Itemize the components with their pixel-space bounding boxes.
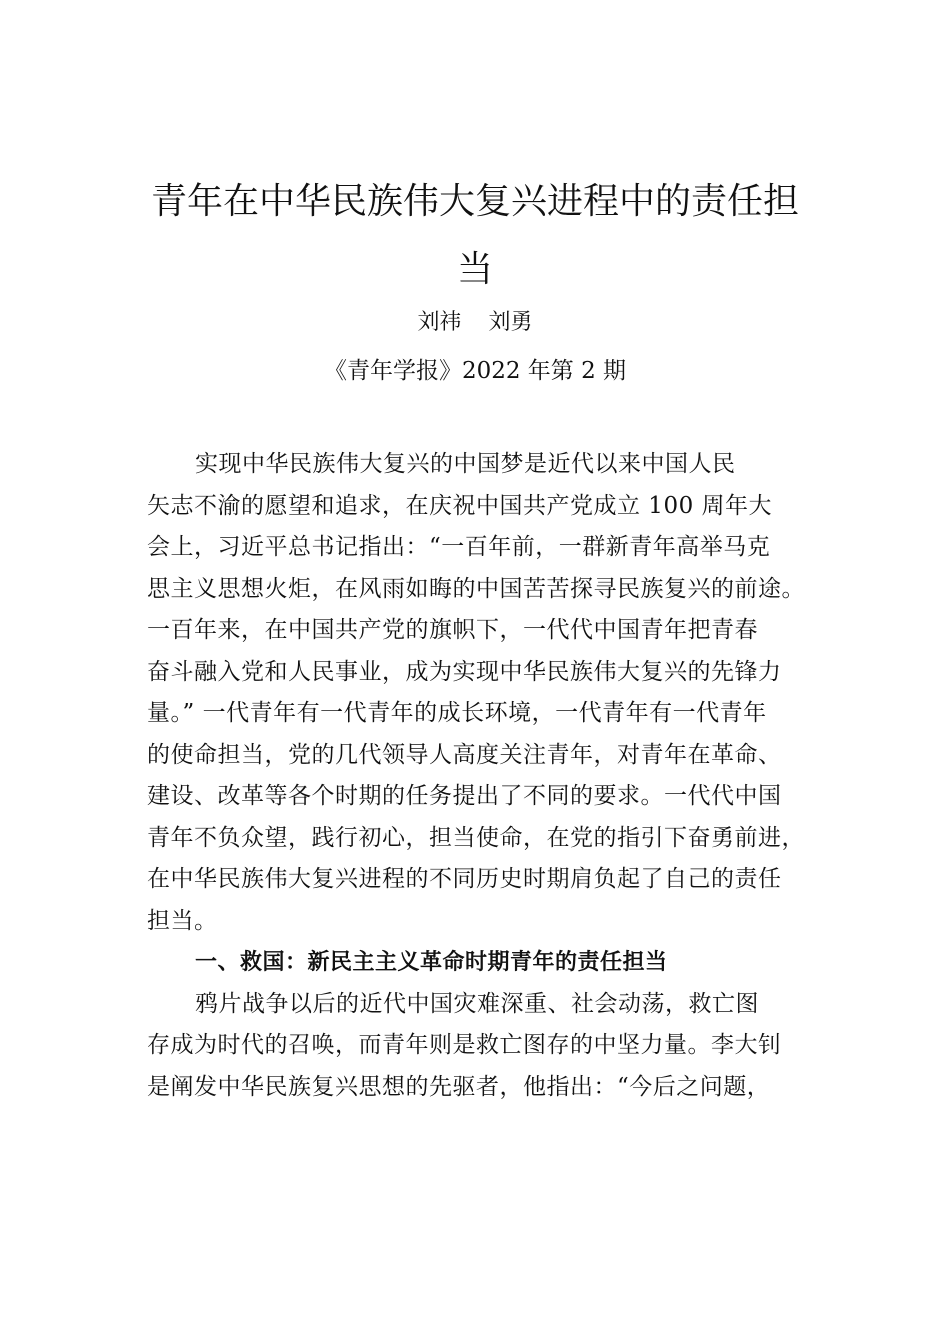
text-line: 一百年来，在中国共产党的旗帜下，一代代中国青年把青春 (147, 617, 758, 643)
text-line: 鸦片战争以后的近代中国灾难深重、社会动荡，救亡图 (195, 990, 759, 1017)
author-name: 刘祎 (417, 310, 462, 335)
text-line: 奋斗融入党和人民事业，成为实现中华民族伟大复兴的先锋力 (147, 658, 782, 685)
text-line: 量。” 一代青年有一代青年的成长环境，一代青年有一代青年 (147, 700, 767, 726)
author-name: 刘勇 (488, 310, 533, 335)
text-line: 实现中华民族伟大复兴的中国梦是近代以来中国人民 (195, 451, 736, 477)
article-body (147, 444, 827, 1108)
text-line: 矢志不渝的愿望和追求，在庆祝中国共产党成立 100 周年大 (147, 492, 773, 519)
author-line (0, 307, 950, 339)
paragraph-1 (147, 444, 827, 942)
text-line: 在中华民族伟大复兴进程的不同历史时期肩负起了自己的责任 (147, 866, 782, 892)
text-line: 会上，习近平总书记指出：“一百年前，一群新青年高举马克 (147, 534, 771, 560)
text-line: 担当。 (147, 907, 218, 934)
text-line: 存成为时代的召唤，而青年则是救亡图存的中坚力量。李大钊 (147, 1032, 782, 1058)
text-line: 青年不负众望，践行初心，担当使命，在党的指引下奋勇前进， (147, 824, 805, 851)
text-line: 建设、改革等各个时期的任务提出了不同的要求。一代代中国 (147, 783, 782, 809)
section-heading: 一、救国：新民主主义革命时期青年的责任担当 (195, 950, 668, 975)
text-line: 是阐发中华民族复兴思想的先驱者，他指出：“今后之问题， (147, 1073, 771, 1100)
title-line-1: 青年在中华民族伟大复兴进程中的责任担 (150, 181, 799, 222)
text-line: 思主义思想火炬，在风雨如晦的中国苦苦探寻民族复兴的前途。 (147, 575, 805, 602)
title-line-2: 当 (456, 249, 493, 290)
text-line: 的使命担当，党的几代领导人高度关注青年，对青年在革命、 (147, 741, 782, 768)
paragraph-2 (147, 984, 827, 1109)
document-title (140, 168, 810, 304)
publication-source: 《青年学报》2022 年第 2 期 (323, 358, 627, 384)
